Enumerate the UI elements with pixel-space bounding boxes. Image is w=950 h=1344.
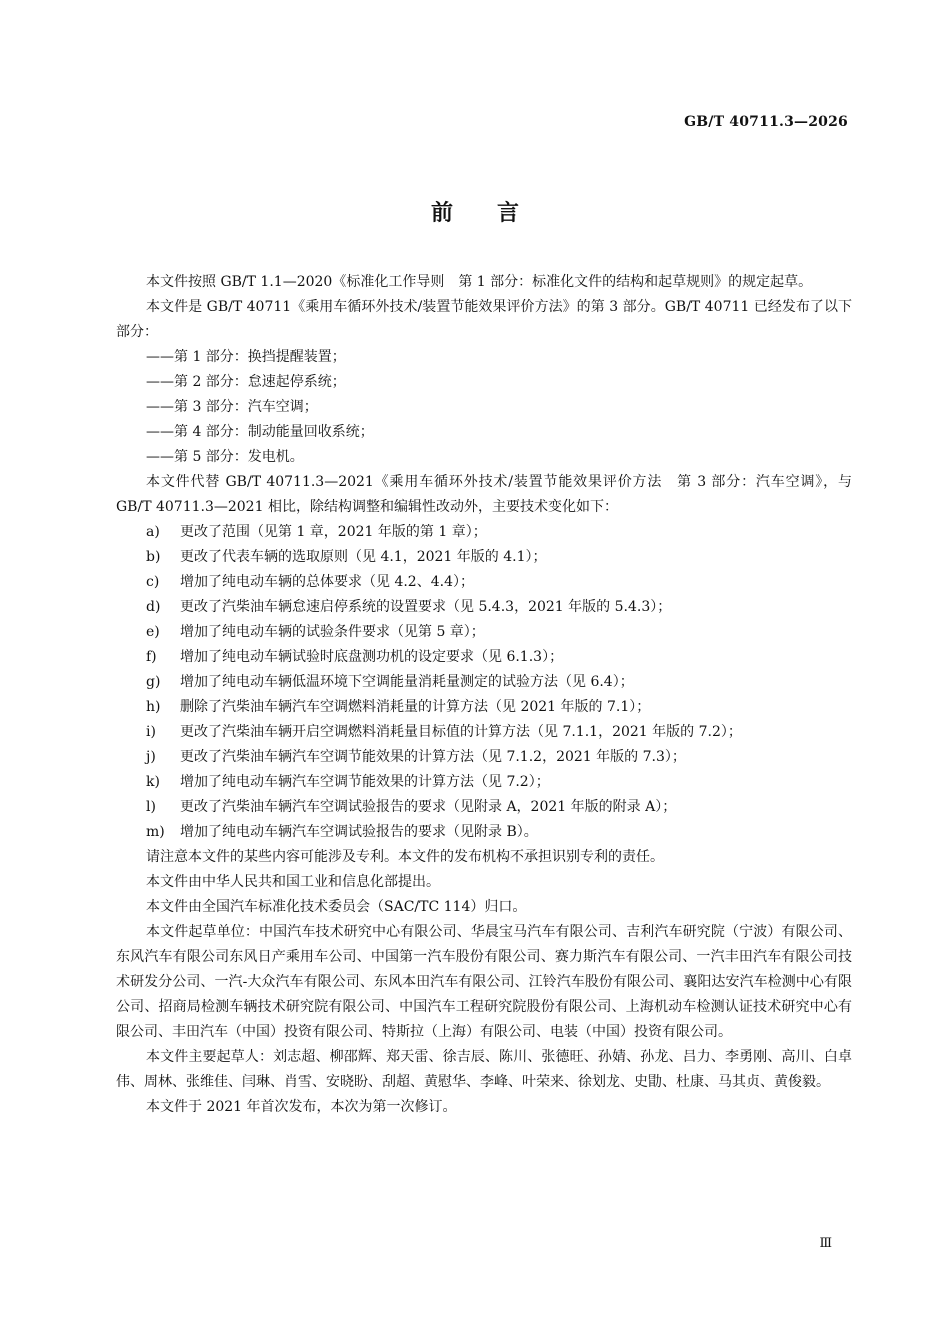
change-text: 增加了纯电动车辆的总体要求（见 4.2、4.4）； xyxy=(180,574,474,590)
change-text: 更改了汽柴油车辆怠速启停系统的设置要求（见 5.4.3，2021 年版的 5.4.3）； xyxy=(180,599,672,615)
document-number: GB/T 40711.3—2026 xyxy=(684,114,848,130)
change-item xyxy=(116,520,852,545)
change-text: 更改了范围（见第 1 章，2021 年版的第 1 章）； xyxy=(180,524,487,540)
change-text: 更改了汽柴油车辆汽车空调试验报告的要求（见附录 A，2021 年版的附录 A）； xyxy=(180,799,677,815)
revision-history-paragraph: 本文件于 2021 年首次发布，本次为第一次修订。 xyxy=(146,1099,457,1115)
change-label: j) xyxy=(146,749,156,765)
change-item xyxy=(116,770,852,795)
foreword-body xyxy=(116,270,852,1120)
page-number: Ⅲ xyxy=(819,1236,832,1251)
change-text: 更改了代表车辆的选取原则（见 4.1，2021 年版的 4.1）； xyxy=(180,549,547,565)
change-item xyxy=(116,695,852,720)
change-text: 更改了汽柴油车辆汽车空调节能效果的计算方法（见 7.1.2，2021 年版的 7.3）； xyxy=(180,749,686,765)
change-text: 增加了纯电动车辆汽车空调试验报告的要求（见附录 B）。 xyxy=(180,824,538,840)
change-label: f) xyxy=(146,649,157,665)
change-item xyxy=(116,595,852,620)
change-label: k) xyxy=(146,774,160,790)
page-title: 前言 xyxy=(430,201,563,226)
change-item xyxy=(116,570,852,595)
change-label: d) xyxy=(146,599,161,615)
change-label: m) xyxy=(146,824,165,840)
change-text: 增加了纯电动车辆汽车空调节能效果的计算方法（见 7.2）； xyxy=(180,774,550,790)
change-item xyxy=(116,670,852,695)
change-text: 增加了纯电动车辆的试验条件要求（见第 5 章）； xyxy=(180,624,485,640)
part-list-item: ——第 5 部分：发电机。 xyxy=(146,449,304,465)
part-list-item: ——第 4 部分：制动能量回收系统； xyxy=(146,424,374,440)
drafters-paragraph: 本文件主要起草人：刘志超、柳邵辉、郑天雷、徐吉辰、陈川、张德旺、孙婧、孙龙、吕力、李勇刚、高川、白卓伟、周林、张维佳、闫琳、肖雪、安晓盼、刮超、黄慰华、李峰、叶荣来、徐划龙、史勖、杜康、马其贞、黄俊毅。 xyxy=(116,1049,852,1090)
change-label: i) xyxy=(146,724,156,740)
change-item xyxy=(116,645,852,670)
change-item xyxy=(116,820,852,845)
intro-paragraph: 本文件按照 GB/T 1.1—2020《标准化工作导则 第 1 部分：标准化文件的结构和起草规则》的规定起草。 xyxy=(146,274,813,290)
intro-paragraph: 本文件是 GB/T 40711《乘用车循环外技术/装置节能效果评价方法》的第 3 部分。GB/T 40711 已经发布了以下部分： xyxy=(116,299,852,340)
committee-paragraph: 本文件由全国汽车标准化技术委员会（SAC/TC 114）归口。 xyxy=(146,899,527,915)
proposer-paragraph: 本文件由中华人民共和国工业和信息化部提出。 xyxy=(146,874,440,890)
part-list-item: ——第 2 部分：怠速起停系统； xyxy=(146,374,346,390)
change-label: e) xyxy=(146,624,160,640)
change-label: h) xyxy=(146,699,161,715)
change-text: 更改了汽柴油车辆开启空调燃料消耗量目标值的计算方法（见 7.1.1，2021 年版的 7.2）； xyxy=(180,724,742,740)
change-text: 增加了纯电动车辆低温环境下空调能量消耗量测定的试验方法（见 6.4）； xyxy=(180,674,634,690)
change-item xyxy=(116,720,852,745)
replace-paragraph: 本文件代替 GB/T 40711.3—2021《乘用车循环外技术/装置节能效果评价方法 第 3 部分：汽车空调》，与 GB/T 40711.3—2021 相比，除结构调整和编辑性改动外，主要技术变化如下： xyxy=(116,474,852,515)
change-label: b) xyxy=(146,549,161,565)
change-label: c) xyxy=(146,574,160,590)
change-label: a) xyxy=(146,524,160,540)
change-label: l) xyxy=(146,799,156,815)
change-item xyxy=(116,745,852,770)
part-list-item: ——第 3 部分：汽车空调； xyxy=(146,399,318,415)
change-item xyxy=(116,795,852,820)
patent-notice: 请注意本文件的某些内容可能涉及专利。本文件的发布机构不承担识别专利的责任。 xyxy=(146,849,664,865)
change-item xyxy=(116,545,852,570)
change-label: g) xyxy=(146,674,161,690)
change-text: 删除了汽柴油车辆汽车空调燃料消耗量的计算方法（见 2021 年版的 7.1）； xyxy=(180,699,651,715)
change-item xyxy=(116,620,852,645)
part-list-item: ——第 1 部分：换挡提醒装置； xyxy=(146,349,346,365)
drafting-units-paragraph: 本文件起草单位：中国汽车技术研究中心有限公司、华晨宝马汽车有限公司、吉利汽车研究院（宁波）有限公司、东风汽车有限公司东风日产乘用车公司、中国第一汽车股份有限公司、赛力斯汽车有限公司、一汽丰田汽车有限公司技术研发分公司、一汽-大众汽车有限公司、东风本田汽车有限公司、江铃汽车股份有限公司、襄阳达安汽车检测中心有限公司、招商局检测车辆技术研究院有限公司、中国汽车工程研究院股份有限公司、上海机动车检测认证技术研究中心有限公司、丰田汽车（中国）投资有限公司、特斯拉（上海）有限公司、电装（中国）投资有限公司。 xyxy=(116,924,852,1040)
change-text: 增加了纯电动车辆试验时底盘测功机的设定要求（见 6.1.3）； xyxy=(180,649,564,665)
